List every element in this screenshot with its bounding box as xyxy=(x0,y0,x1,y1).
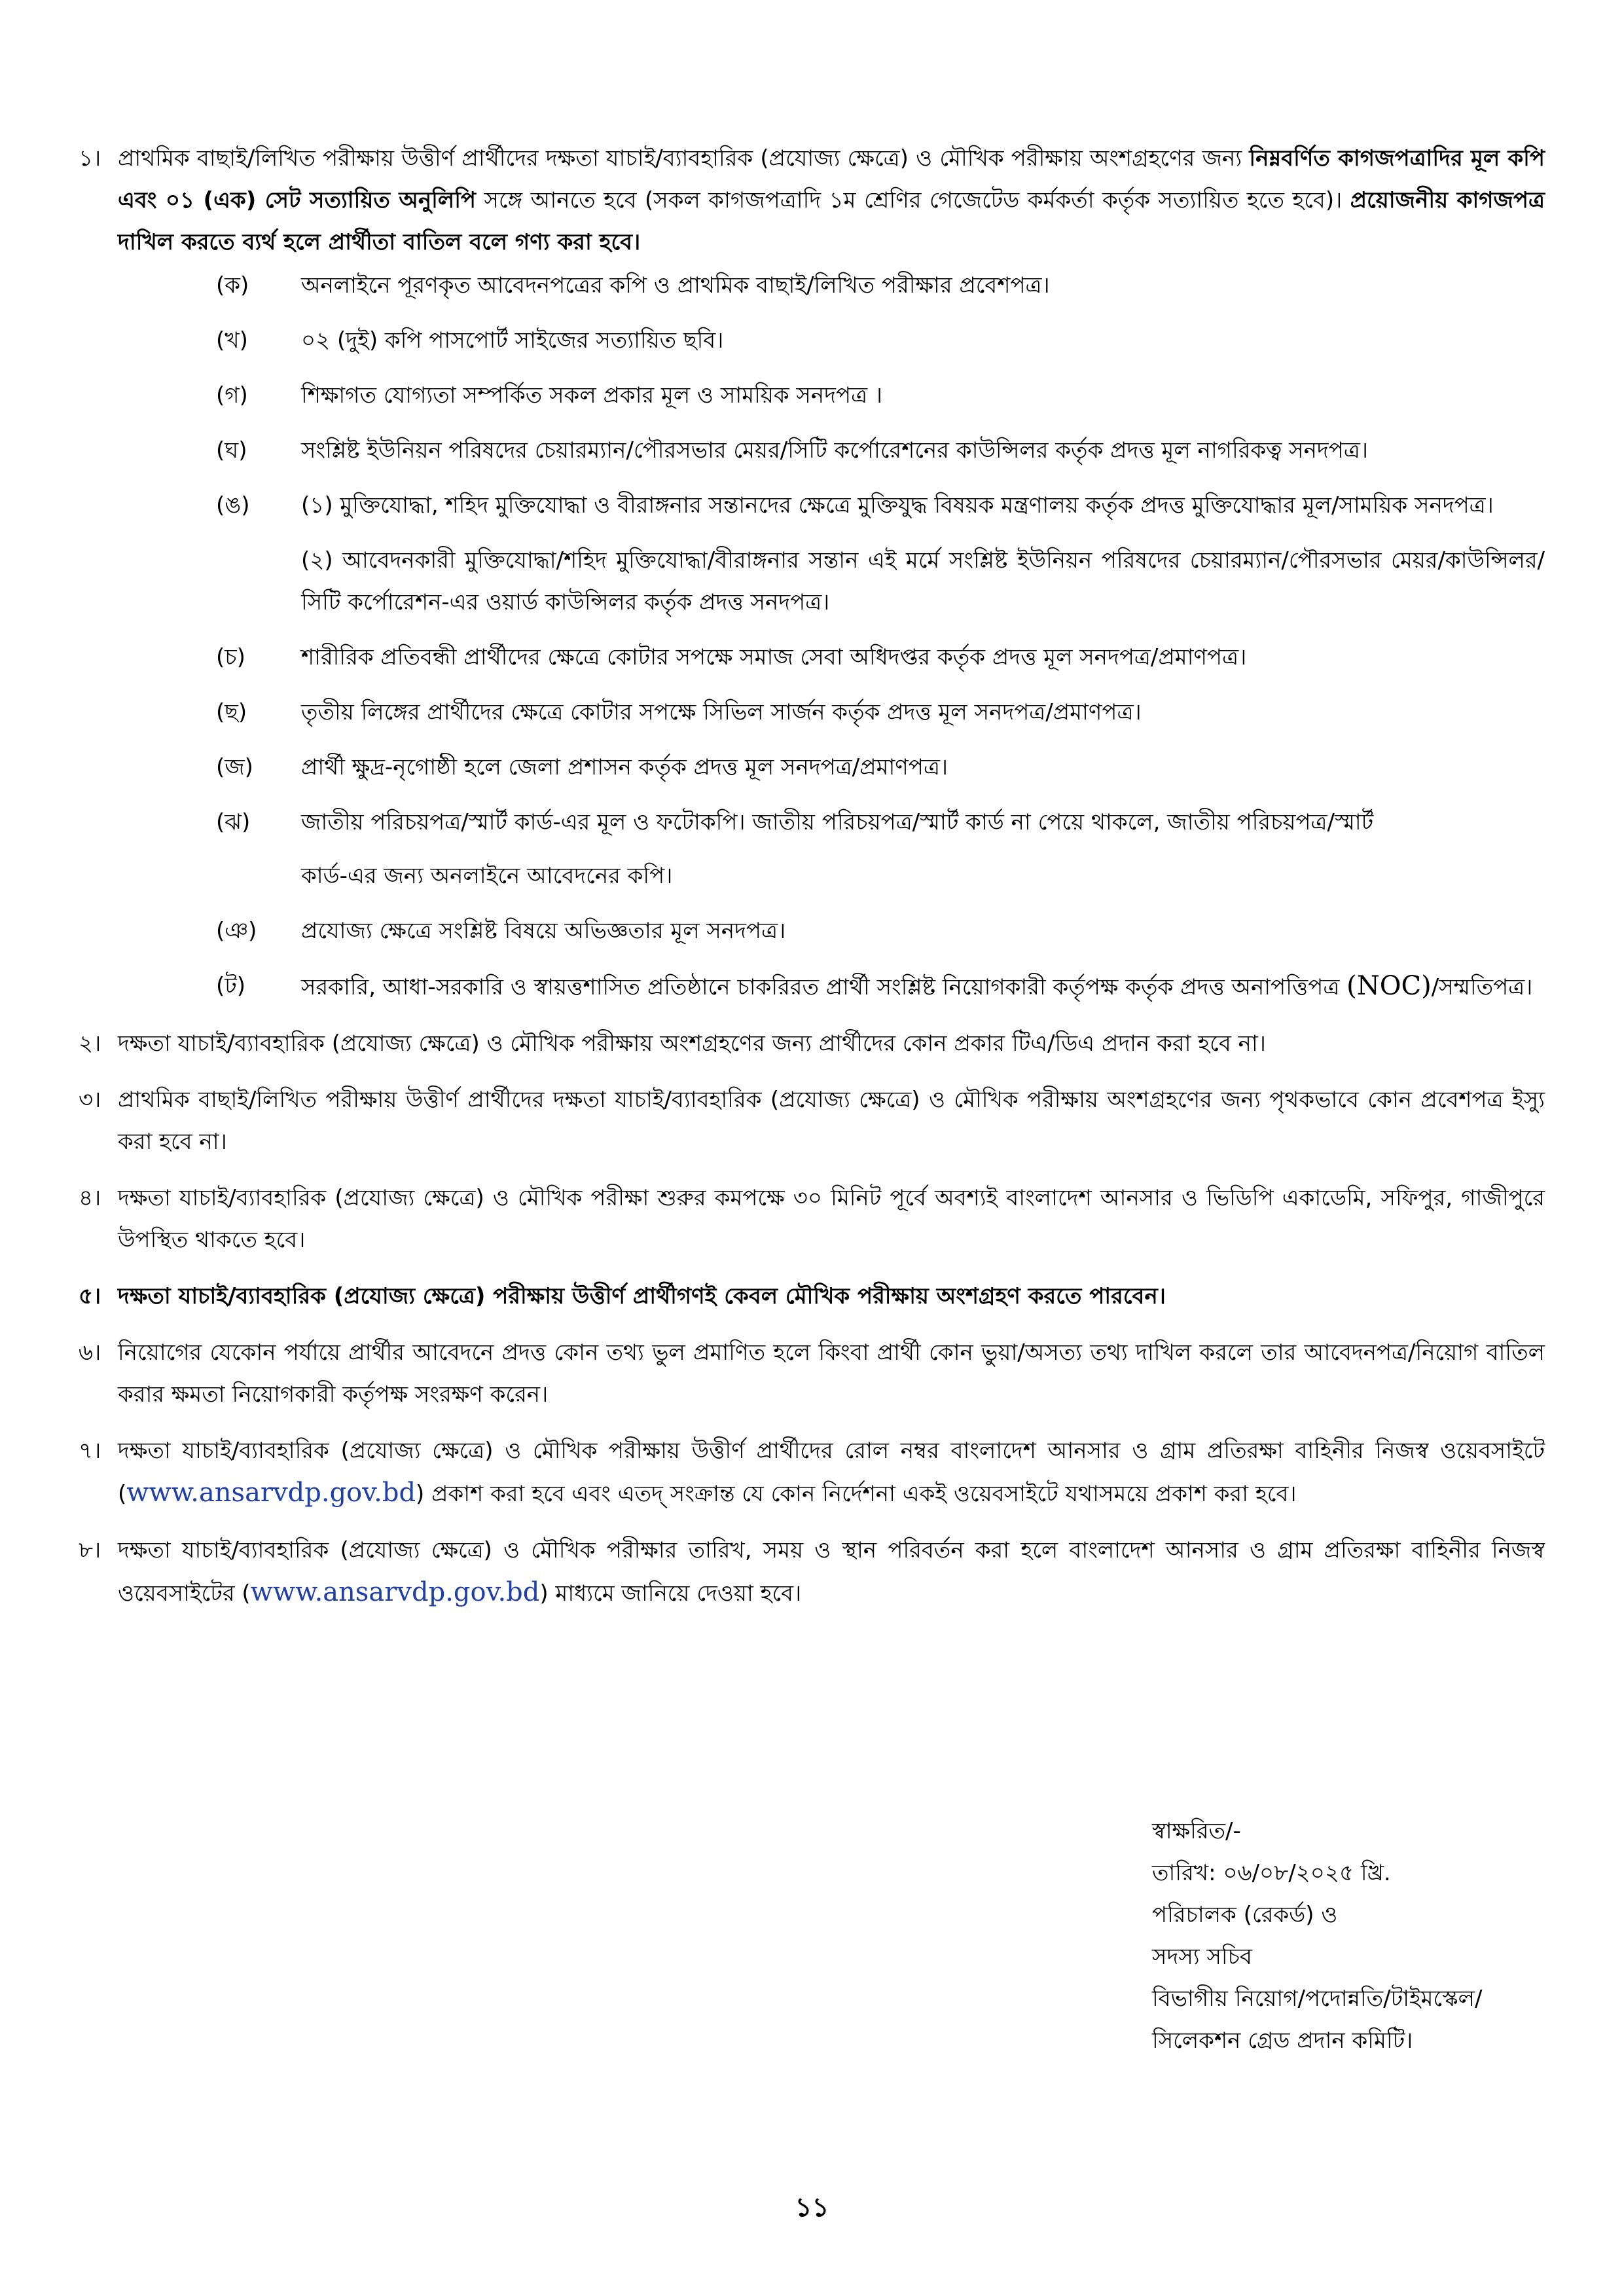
signature-date: তারিখ: ০৬/০৮/২০২৫ খ্রি. xyxy=(1152,1860,1391,1886)
sub-item-label: (ক) xyxy=(216,272,249,299)
item-number: ৮। xyxy=(79,1537,101,1563)
instruction-item-3 xyxy=(79,1079,1545,1163)
instruction-item-5 xyxy=(79,1275,1545,1317)
sub-item-ca xyxy=(118,636,1545,678)
instruction-item-7 xyxy=(79,1430,1545,1515)
sub-item-jha xyxy=(118,801,1545,897)
sub-item-cha xyxy=(118,691,1545,733)
item-number: ৪। xyxy=(79,1185,101,1211)
item-text: সঙ্গে আনতে হবে (সকল কাগজপত্রাদি ১ম শ্রেণির গেজেটেড কর্মকর্তা কর্তৃক সত্যায়িত হতে হবে)। xyxy=(476,187,1350,213)
sub-item-text-2: /সম্মতিপত্র। xyxy=(1431,974,1533,1000)
sub-item-label: (ঝ) xyxy=(216,809,251,835)
sub-item-text: প্রযোজ্য ক্ষেত্রে সংশ্লিষ্ট বিষয়ে অভিজ্ঞতার মূল সনদপত্র। xyxy=(301,918,786,944)
sub-item-label: (ছ) xyxy=(216,699,247,725)
sub-item-ga xyxy=(118,374,1545,416)
sub-item-text-2: কার্ড-এর জন্য অনলাইনে আবেদনের কপি। xyxy=(301,863,673,889)
instruction-item-4 xyxy=(79,1177,1545,1261)
signature-block xyxy=(1152,1810,1558,2062)
sub-item-label: (ঞ) xyxy=(216,918,257,944)
item-text: ) মাধ্যমে জানিয়ে দেওয়া হবে। xyxy=(539,1580,802,1607)
instructions-list xyxy=(79,137,1545,1629)
sub-item-nio xyxy=(118,910,1545,952)
website-link[interactable]: www.ansarvdp.gov.bd xyxy=(250,1577,540,1607)
item-bold-text: নিম্নবর্ণিত কাগজপত্রাদির মূল কপি এবং ০১ (এক) সেট সত্যায়িত অনুলিপি xyxy=(118,145,1545,213)
sub-item-label: (ঘ) xyxy=(216,437,247,464)
document-requirements-list xyxy=(118,264,1545,1008)
sub-item-text: শিক্ষাগত যোগ্যতা সম্পর্কিত সকল প্রকার মূল ও সাময়িক সনদপত্র । xyxy=(301,382,883,409)
item-text: দক্ষতা যাচাই/ব্যাবহারিক (প্রযোজ্য ক্ষেত্রে) ও মৌখিক পরীক্ষায় অংশগ্রহণের জন্য প্রার্থীদের কোন প্রকার টিএ/ডিএ প্রদান করা হবে না। xyxy=(118,1030,1266,1057)
item-text: প্রাথমিক বাছাই/লিখিত পরীক্ষায় উত্তীর্ণ প্রার্থীদের দক্ষতা যাচাই/ব্যাবহারিক (প্রযোজ্য ক্ষেত্রে) ও মৌখিক পরীক্ষায় অংশগ্রহণের জন্য xyxy=(118,145,1250,172)
instruction-item-2 xyxy=(79,1023,1545,1065)
sub-item-text: অনলাইনে পূরণকৃত আবেদনপত্রের কপি ও প্রাথমিক বাছাই/লিখিত পরীক্ষার প্রবেশপত্র। xyxy=(301,272,1050,299)
sub-item-label: (গ) xyxy=(216,382,248,409)
sub-item-text: (১) মুক্তিযোদ্ধা, শহিদ মুক্তিযোদ্ধা ও বীরাঙ্গনার সন্তানদের ক্ষেত্রে মুক্তিযুদ্ধ বিষয়ক মন্ত্রণালয় কর্তৃক প্রদত্ত মুক্তিযোদ্ধার মূল/সাময়িক সনদপত্র। xyxy=(301,492,1494,519)
sub-item-ta xyxy=(118,965,1545,1008)
sub-item-label: (ঙ) xyxy=(216,492,250,519)
sub-item-text: শারীরিক প্রতিবন্ধী প্রার্থীদের ক্ষেত্রে কোটার সপক্ষে সমাজ সেবা অধিদপ্তর কর্তৃক প্রদত্ত মূল সনদপত্র/প্রমাণপত্র। xyxy=(301,644,1247,670)
sub-item-label: (খ) xyxy=(216,327,248,354)
signatory-title: পরিচালক (রেকর্ড) ও xyxy=(1152,1902,1338,1928)
sub-item-uo xyxy=(118,484,1545,623)
noc-abbreviation: (NOC) xyxy=(1346,971,1432,1001)
item-number: ৫। xyxy=(79,1283,101,1309)
item-text: দক্ষতা যাচাই/ব্যাবহারিক (প্রযোজ্য ক্ষেত্রে) ও মৌখিক পরীক্ষার তারিখ, সময় ও স্থান পরিবর্তন করা হলে বাংলাদেশ আনসার ও গ্রাম প্রতিরক্ষা বাহিনীর নিজস্ব ওয়েবসাইটের ( xyxy=(118,1537,1545,1607)
instruction-item-6 xyxy=(79,1332,1545,1415)
sub-item-gha xyxy=(118,429,1545,471)
sub-item-ja xyxy=(118,746,1545,788)
sub-item-label: (জ) xyxy=(216,754,253,780)
page-number: ১১ xyxy=(795,2193,829,2223)
sub-item-text: সংশ্লিষ্ট ইউনিয়ন পরিষদের চেয়ারম্যান/পৌরসভার মেয়র/সিটি কর্পোরেশনের কাউন্সিলর কর্তৃক প্রদত্ত মূল নাগরিকত্ব সনদপত্র। xyxy=(301,437,1369,464)
sub-item-text: ০২ (দুই) কপি পাসপোর্ট সাইজের সত্যায়িত ছবি। xyxy=(301,327,724,354)
item-number: ৭। xyxy=(79,1438,101,1464)
signed-label: স্বাক্ষরিত/- xyxy=(1152,1818,1241,1844)
item-number: ৩। xyxy=(79,1087,101,1113)
instruction-item-8 xyxy=(79,1529,1545,1614)
sub-item-kha xyxy=(118,319,1545,361)
item-text: নিয়োগের যেকোন পর্যায়ে প্রার্থীর আবেদনে প্রদত্ত কোন তথ্য ভুল প্রমাণিত হলে কিংবা প্রার্থী কোন ভুয়া/অসত্য তথ্য দাখিল করলে তার আবেদনপত্র/নিয়োগ বাতিল করার ক্ষমতা নিয়োগকারী কর্তৃপক্ষ সংরক্ষণ করেন। xyxy=(118,1339,1545,1408)
sub-item-text: জাতীয় পরিচয়পত্র/স্মার্ট কার্ড-এর মূল ও ফটোকপি। জাতীয় পরিচয়পত্র/স্মার্ট কার্ড না পেয়ে থাকলে, জাতীয় পরিচয়পত্র/স্মার্ট xyxy=(301,809,1374,835)
item-text: ) প্রকাশ করা হবে এবং এতদ্ সংক্রান্ত যে কোন নির্দেশনা একই ওয়েবসাইটে যথাসময়ে প্রকাশ করা হবে। xyxy=(416,1481,1297,1507)
instruction-item-1 xyxy=(79,137,1545,1008)
sub-item-text-2: (২) আবেদনকারী মুক্তিযোদ্ধা/শহিদ মুক্তিযোদ্ধা/বীরাঙ্গনার সন্তান এই মর্মে সংশ্লিষ্ট ইউনিয়ন পরিষদের চেয়ারম্যান/পৌরসভার মেয়র/কাউন্সিলর/সিটি কর্পোরেশন-এর ওয়ার্ড কাউন্সিলর কর্তৃক প্রদত্ত সনদপত্র। xyxy=(301,547,1545,615)
sub-item-label: (ট) xyxy=(216,973,246,999)
sub-item-label: (চ) xyxy=(216,644,245,670)
item-text: দক্ষতা যাচাই/ব্যাবহারিক (প্রযোজ্য ক্ষেত্রে) পরীক্ষায় উত্তীর্ণ প্রার্থীগণই কেবল মৌখিক পরীক্ষায় অংশগ্রহণ করতে পারবেন। xyxy=(118,1283,1166,1309)
signatory-role: সদস্য সচিব xyxy=(1152,1944,1252,1970)
sub-item-text: তৃতীয় লিঙ্গের প্রার্থীদের ক্ষেত্রে কোটার সপক্ষে সিভিল সার্জন কর্তৃক প্রদত্ত মূল সনদপত্র/প্রমাণপত্র। xyxy=(301,699,1142,725)
item-text: প্রাথমিক বাছাই/লিখিত পরীক্ষায় উত্তীর্ণ প্রার্থীদের দক্ষতা যাচাই/ব্যাবহারিক (প্রযোজ্য ক্ষেত্রে) ও মৌখিক পরীক্ষায় অংশগ্রহণের জন্য পৃথকভাবে কোন প্রবেশপত্র ইস্যু করা হবে না। xyxy=(118,1087,1545,1155)
sub-item-text: সরকারি, আধা-সরকারি ও স্বায়ত্তশাসিত প্রতিষ্ঠানে চাকরিরত প্রার্থী সংশ্লিষ্ট নিয়োগকারী কর্তৃপক্ষ কর্তৃক প্রদত্ত অনাপত্তিপত্র xyxy=(301,974,1347,1000)
committee-name-line-1: বিভাগীয় নিয়োগ/পদোন্নতি/টাইমস্কেল/ xyxy=(1152,1986,1483,2012)
sub-item-text: প্রার্থী ক্ষুদ্র-নৃগোষ্ঠী হলে জেলা প্রশাসন কর্তৃক প্রদত্ত মূল সনদপত্র/প্রমাণপত্র। xyxy=(301,754,948,780)
item-number: ২। xyxy=(79,1030,101,1057)
website-link[interactable]: www.ansarvdp.gov.bd xyxy=(126,1478,416,1508)
item-number: ৬। xyxy=(79,1339,101,1366)
item-number: ১। xyxy=(79,145,101,172)
item-text: দক্ষতা যাচাই/ব্যাবহারিক (প্রযোজ্য ক্ষেত্রে) ও মৌখিক পরীক্ষা শুরুর কমপক্ষে ৩০ মিনিট পূর্বে অবশ্যই বাংলাদেশ আনসার ও ভিডিপি একাডেমি, সফিপুর, গাজীপুরে উপস্থিত থাকতে হবে। xyxy=(118,1185,1545,1253)
item-bold-warning: প্রয়োজনীয় কাগজপত্র দাখিল করতে ব্যর্থ হলে প্রার্থীতা বাতিল বলে গণ্য করা হবে। xyxy=(118,187,1545,255)
committee-name-line-2: সিলেকশন গ্রেড প্রদান কমিটি। xyxy=(1152,2028,1413,2054)
sub-item-ka xyxy=(118,264,1545,306)
item-text: দক্ষতা যাচাই/ব্যাবহারিক (প্রযোজ্য ক্ষেত্রে) ও মৌখিক পরীক্ষায় উত্তীর্ণ প্রার্থীদের রোল নম্বর বাংলাদেশ আনসার ও গ্রাম প্রতিরক্ষা বাহিনীর নিজস্ব ওয়েবসাইটে ( xyxy=(118,1438,1545,1507)
